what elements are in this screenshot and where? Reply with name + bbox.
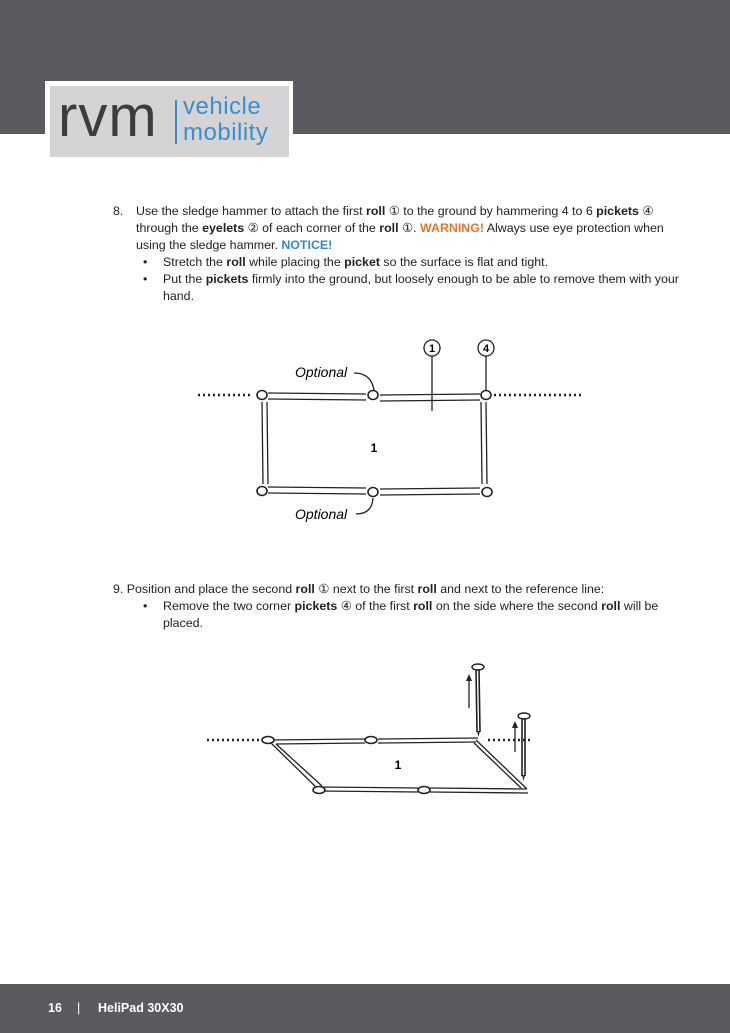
eyelet-icon [262, 737, 274, 744]
optional-label-top: Optional [295, 364, 348, 380]
page-number: 16 [48, 1001, 62, 1015]
optional-label-bottom: Optional [295, 506, 348, 522]
picket-icon [472, 664, 484, 737]
step-8-number: 8. [113, 204, 124, 218]
step-8-bullet-2: Put the pickets firmly into the ground, but loosely enough to be able to remove them with your [163, 272, 679, 286]
notice-label: NOTICE! [281, 238, 333, 252]
step-8-bullet-1: Stretch the roll while placing the picket so the surface is flat and tight. [163, 255, 549, 269]
callout-4-label: 4 [482, 343, 490, 355]
step-8-bullet-2-cont: hand. [163, 289, 195, 303]
logo-word-vehicle: vehicle [183, 93, 262, 120]
eyelet-icon [365, 737, 377, 744]
roll-number-label: 1 [394, 758, 402, 772]
step-8-line-2: through the eyelets ② of each corner of the roll ①. WARNING! Always use eye protection when [136, 221, 664, 235]
bullet-icon: • [143, 255, 148, 269]
callout-1-label: 1 [428, 343, 436, 355]
logo-mark: rvm [58, 84, 158, 149]
eyelet-icon [418, 787, 430, 794]
warning-label: WARNING! [419, 221, 484, 235]
roll-number-label: 1 [370, 441, 378, 455]
step-8-line-3: using the sledge hammer. NOTICE! [136, 238, 333, 252]
arrow-up-icon [512, 721, 518, 752]
document-title: HeliPad 30X30 [98, 1001, 184, 1015]
picket-icon [518, 713, 530, 781]
step-9-line-1: 9. Position and place the second roll ① next to the first roll and next to the reference line: [113, 582, 605, 596]
logo-word-mobility: mobility [183, 119, 269, 146]
arrow-up-icon [466, 674, 472, 708]
bullet-icon: • [143, 272, 148, 286]
step-9-bullet-1-cont: placed. [163, 616, 203, 630]
eyelet-icon [313, 787, 325, 794]
step-8-line-1: Use the sledge hammer to attach the first roll ① to the ground by hammering 4 to 6 pickets ④ [136, 204, 654, 218]
footer-separator: | [77, 1001, 81, 1015]
step-9-bullet-1: Remove the two corner pickets ④ of the first roll on the side where the second roll will be [163, 599, 659, 613]
eyelet-group [262, 737, 430, 794]
bullet-icon: • [143, 599, 148, 613]
